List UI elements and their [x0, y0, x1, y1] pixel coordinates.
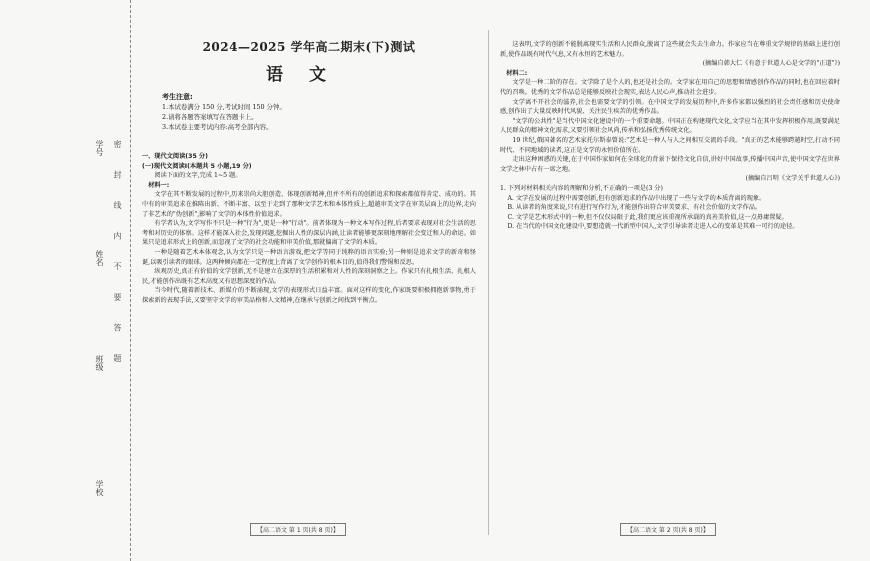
paragraph: 纵观历史,真正有价值的文学创新,无不是建立在深厚的生活积累和对人性的深刻洞察之上。作家只有扎根生活、扎根人民,才能创作出既有艺术高度又有思想深度的作品。	[142, 268, 476, 285]
source-citation: (摘编自韩大仁《有意于世道人心是文学的"正道"》)	[702, 60, 840, 68]
exam-title: 2024—2025 学年高二期末(下)测试	[202, 40, 416, 54]
right-body	[500, 40, 840, 232]
paragraph: 当今时代,随着新技术、新媒介的不断涌现,文学的表现形式日益丰富。面对这样的变化,作家既要积极拥抱新事物,勇于探索新的表现手法,又要坚守文学的审美品格和人文精神,在继承与创新之间找到平衡点。	[142, 287, 476, 304]
margin-label-class: 班级	[95, 355, 104, 371]
paragraph: 文学离不开社会的滋养,社会也需要文学的引领。在中国文学的发展历程中,许多作家都以强烈的社会责任感和历史使命感,创作出了大量反映时代风貌、关注民生疾苦的优秀作品。	[500, 98, 840, 116]
answer-option-d: D. 在当代的中国文化建设中,要想造就一代新型中国人,文学引导读者走进人心的变革是其难一可行的途径。	[507, 223, 799, 231]
margin-label-school: 学校	[95, 480, 104, 496]
candidate-notice	[162, 92, 472, 132]
paragraph: 有学者认为,文学写作不只是一种"行为",更是一种"行动"。前者体现为一种文本写作过程,后者要求表现对社会生活的思考和对历史的体察。这样才能深入社会,发现问题,挖掘出人性的深层内涵,让读者能够更深刻地理解社会变迁和人的命运。如果只是追求形式上的创新,而忽视了文学的社会功能和审美价值,那就偏离了文学的本质。	[142, 220, 476, 247]
source-citation: (摘编自吕明《文学关乎世道人心》)	[745, 175, 840, 183]
seal-line-text: 密 封 线 内 不 要 答 题	[113, 140, 122, 372]
paragraph: 这表明,文学的创新不能脱离现实生活和人民群众,脱离了这些就会失去生命力。作家应当在尊重文学规律的基础上进行创新,使作品既有时代气息,又有永恒的艺术魅力。	[500, 41, 840, 58]
margin-label-student-id: 学号	[95, 140, 104, 156]
question-stem: 1. 下列对材料相关内容的理解和分析,不正确的一项是(3 分)	[500, 184, 663, 192]
paragraph: 19 世纪,俄国著名的艺术家托尔斯泰曾说:"艺术是一种人与人之间相互交流的手段。"真正的艺术能够跨越时空,打动不同时代、不同地域的读者,这正是文学的永恒价值所在。	[500, 136, 840, 154]
section-heading: 一、现代文阅读(35 分)	[142, 153, 208, 160]
paragraph: "文学的公共性"是当代中国文化建设中的一个重要命题。中国正在构建现代文化,文学应当在其中发挥积极作用,既要满足人民群众的精神文化需求,又要引领社会风尚,传承和弘扬优秀传统文化。	[500, 117, 840, 135]
paragraph: 走出这种困惑的关键,在于中国作家如何在全球化的背景下保持文化自信,讲好中国故事,传播中国声音,使中国文学在世界文学之林中占有一席之地。	[500, 156, 840, 173]
page-footer: 【高二语文 第 1 页(共 8 页)】	[250, 523, 346, 536]
instruction: 阅读下面的文字,完成 1~5 题。	[154, 172, 242, 180]
notice-item: 3.本试卷主要考试内容:高考全部内容。	[162, 123, 273, 131]
binding-margin	[0, 0, 131, 561]
page-footer: 【高二语文 第 2 页(共 8 页)】	[620, 523, 716, 536]
margin-label-name: 姓名	[95, 250, 104, 266]
subsection-heading: (一)现代文阅读Ⅰ(本题共 5 小题,19 分)	[142, 162, 252, 170]
notice-item: 2.请将各题答案填写在答题卡上。	[162, 113, 258, 121]
subject-title: 语文	[266, 65, 352, 85]
right-page	[500, 0, 840, 561]
page-divider	[488, 30, 489, 535]
paragraph: 文学是一种二阶的存在。文学除了是个人的,也还是社会的。文学家在用自己的思想和情感创作作品的同时,也在回应着时代的召唤。优秀的文学作品总是能够反映社会现实,表达人民心声,推动社会进步。	[500, 79, 840, 96]
answer-option-a: A. 文学在发展的过程中需要创新,但有创新追求的作品中出现了一些与文学的本质背离的现象。	[507, 194, 766, 202]
paragraph: 文学在其不断发展的过程中,历来崇尚大胆创造、体现创新精神,但并不所有的创新追求和探索都值得肯定、成功的。其中有的审美追求在推陈出新、不断丰富、以至于走到了那种文学艺术和本体性质上,超越审美文学在审美层面上的边界,走向了非艺术的"伪创新",影响了文学的本体性价值追求。	[142, 191, 476, 218]
notice-heading: 考生注意:	[162, 93, 193, 101]
answer-option-b: B. 从读者的角度来说,只有进行写作行为,才能创作出符合审美要求、有社会价值的文学作品。	[507, 204, 762, 212]
answer-option-c: C. 文学是艺术形式中的一种,但不仅仅局限于此,我们更应该重视所承载的真善美价值,这一点毋庸置疑。	[507, 213, 788, 221]
left-page	[142, 0, 476, 561]
left-body	[142, 152, 476, 306]
material-label: 材料二:	[506, 69, 528, 77]
notice-item: 1.本试卷满分 150 分,考试时间 150 分钟。	[162, 103, 286, 111]
paragraph: 一种是随着艺术本体观念,认为文学只是一种语言游戏,把文学等同于纯粹的语言实验;另一种则是追求文学的新奇和怪诞,以吸引读者的眼球。这两种倾向都在一定程度上背离了文学创作的根本目的,值得我们警惕和反思。	[142, 248, 476, 266]
material-label: 材料一:	[148, 181, 170, 189]
